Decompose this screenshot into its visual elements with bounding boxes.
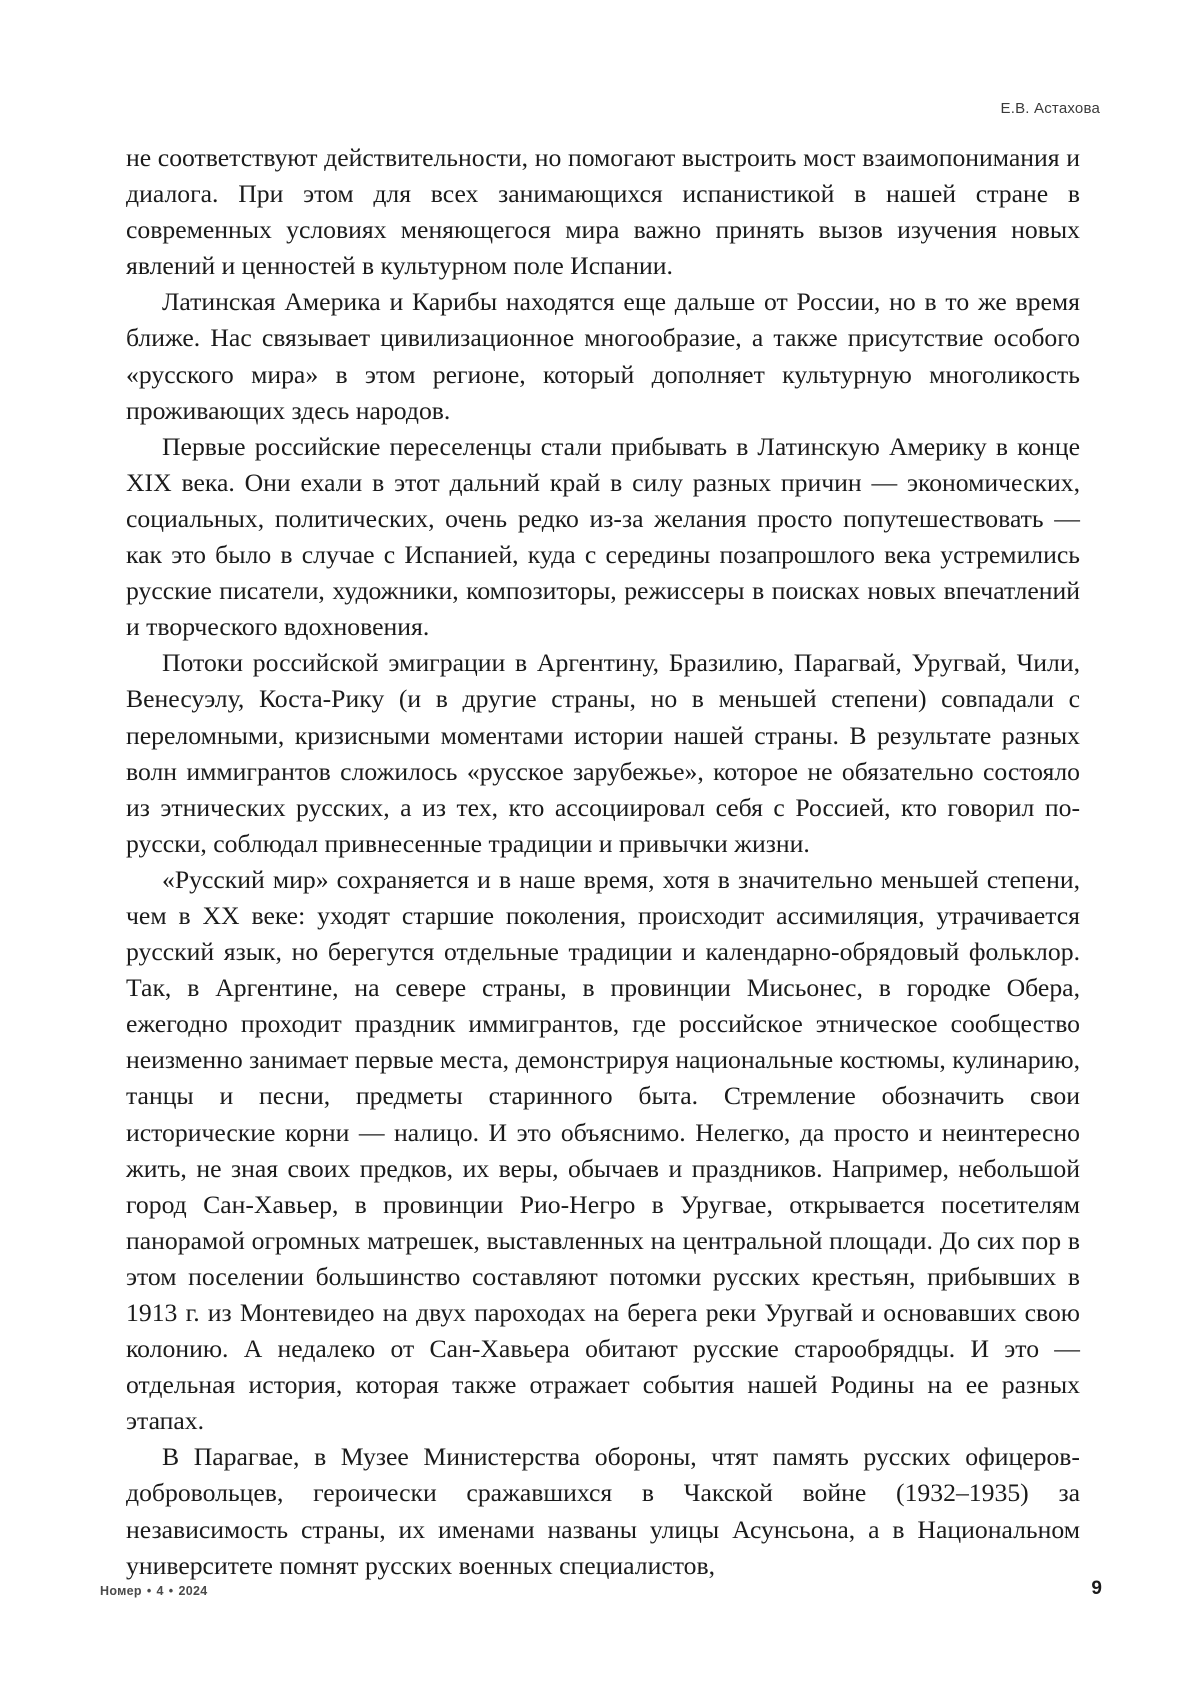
footer-journal-info — [100, 1584, 208, 1598]
paragraph: В Парагвае, в Музее Министерства обороны, чтят память русских офицеров-добровольцев, героически сражавшихся в Чакской войне (1932–1935) за независимость страны, их именами названы улицы Асунсьона, а в Национальном университете помнят русских военных специалистов, — [126, 1442, 1080, 1580]
page-number: 9 — [1091, 1578, 1102, 1599]
footer-separator: • — [146, 1584, 152, 1598]
paragraph: Первые российские переселенцы стали прибывать в Латинскую Америку в конце XIX века. Они ехали в этот дальний край в силу разных причин — экономических, социальных, политических, очень редко из-за желания просто попутешествовать — как это было в случае с Испанией, куда с середины позапрошлого века устремились русские писатели, художники, композиторы, режиссеры в поисках новых впечатлений и творческого вдохновения. — [126, 431, 1080, 642]
running-head-author: Е.В. Астахова — [1000, 100, 1100, 117]
footer-separator: • — [168, 1584, 174, 1598]
paragraph: не соответствуют действительности, но помогают выстроить мост взаимопонимания и диалога. При этом для всех занимающихся испанистикой в нашей стране в современных условиях меняющегося мира важно принять вызов изучения новых явлений и ценностей в культурном поле Испании. — [126, 143, 1080, 281]
paragraph: Потоки российской эмиграции в Аргентину, Бразилию, Парагвай, Уругвай, Чили, Венесуэлу, Коста-Рику (и в другие страны, но в меньшей степени) совпадали с переломными, кризисными моментами истории нашей страны. В результате разных волн иммигрантов сложилось «русское зарубежье», которое не обязательно состояло из этнических русских, а из тех, кто ассоциировал себя с Россией, кто говорил по-русски, соблюдал привнесенные традиции и привычки жизни. — [126, 648, 1080, 858]
article-body — [126, 140, 1080, 1584]
paragraph: «Русский мир» сохраняется и в наше время, хотя в значительно меньшей степени, чем в XX веке: уходят старшие поколения, происходит ассимиляция, утрачивается русский язык, но берегутся отдельные традиции и календарно-обрядовый фольклор. Так, в Аргентине, на севере страны, в провинции Мисьонес, в городке Обера, ежегодно проходит праздник иммигрантов, где российское этническое сообщество неизменно занимает первые места, демонстрируя национальные костюмы, кулинарию, танцы и песни, предметы старинного быта. Стремление обозначить свои исторические корни — налицо. И это объяснимо. Нелегко, да просто и неинтересно жить, не зная своих предков, их веры, обычаев и праздников. Например, небольшой город Сан-Хавьер, в провинции Рио-Негро в Уругвае, открывается посетителям панорамой огромных матрешек, выставленных на центральной площади. До сих пор в этом поселении большинство составляют потомки русских крестьян, прибывших в 1913 г. из Монтевидео на двух пароходах на берега реки Уругвай и основавших свою колонию. А недалеко от Сан-Хавьера обитают русские старообрядцы. И это — отдельная история, которая также отражает события нашей Родины на ее разных этапах. — [126, 864, 1080, 1436]
footer-issue: 4 — [156, 1584, 164, 1598]
paragraph: Латинская Америка и Карибы находятся еще дальше от России, но в то же время ближе. Нас связывает цивилизационное многообразие, а также присутствие особого «русского мира» в этом регионе, который дополняет культурную многоликость проживающих здесь народов. — [126, 287, 1080, 425]
footer-journal-name: Номер — [100, 1584, 142, 1598]
footer-year: 2024 — [178, 1584, 208, 1598]
